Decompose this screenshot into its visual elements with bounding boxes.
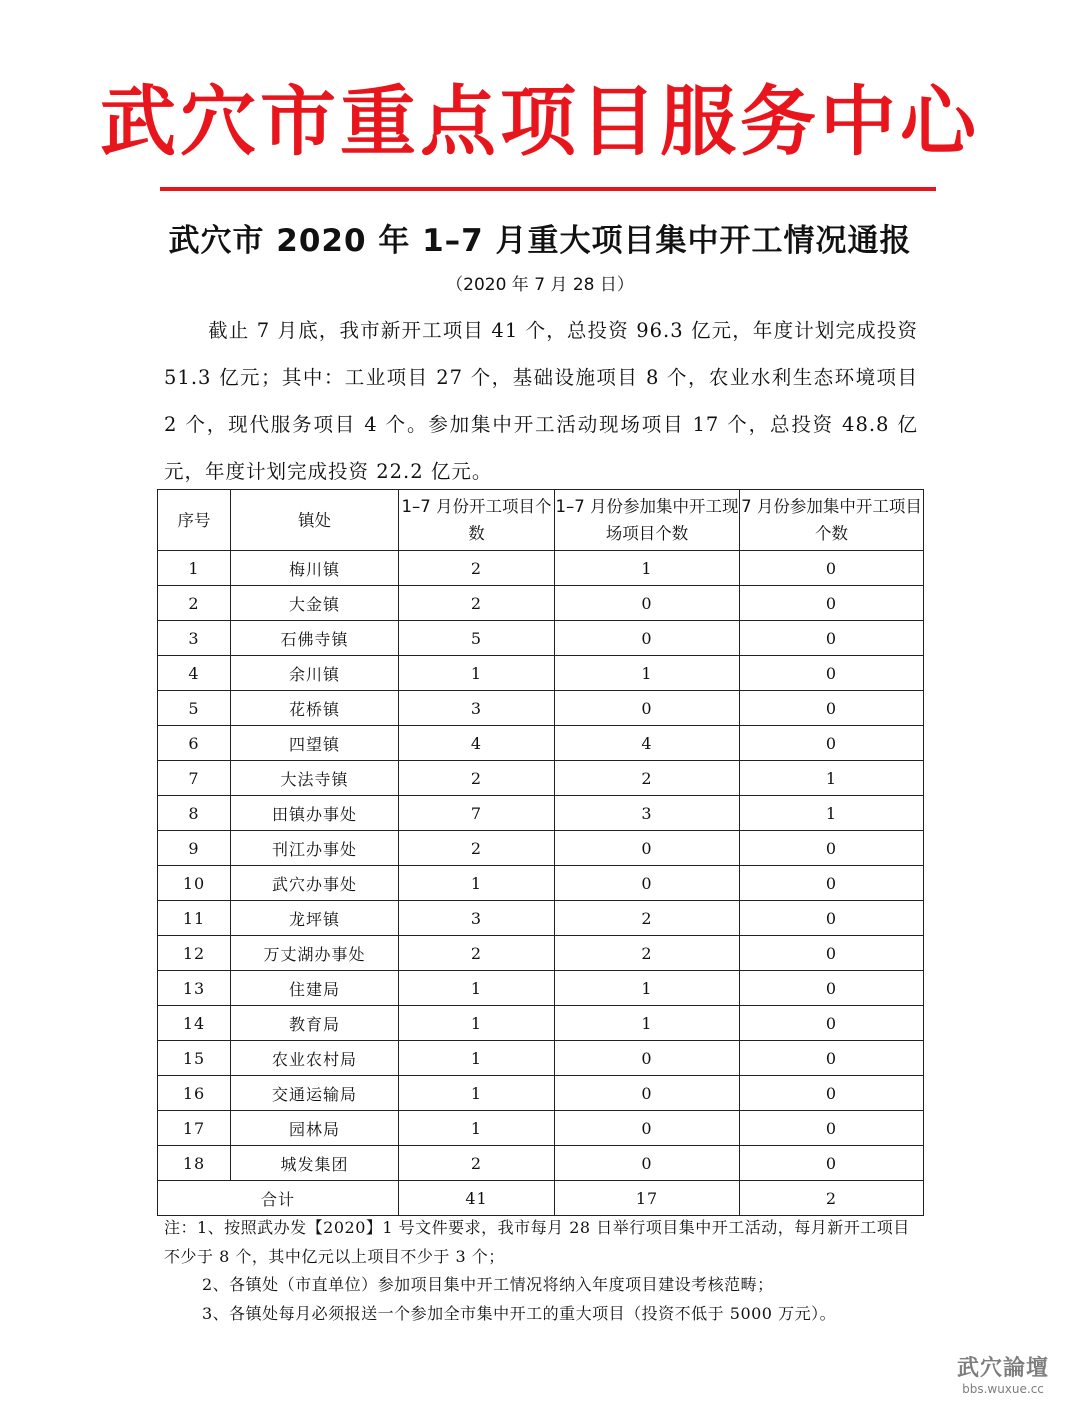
header-cell-july: 7 月份参加集中开工项目个数 [740,490,924,551]
cell-onsite: 3 [555,796,740,831]
cell-index: 7 [158,761,231,796]
cell-town: 教育局 [231,1006,399,1041]
cell-july: 0 [740,1146,924,1181]
cell-index: 15 [158,1041,231,1076]
cell-onsite: 0 [555,1111,740,1146]
table-row [158,621,924,656]
cell-town: 龙坪镇 [231,901,399,936]
table-body [158,551,924,1181]
cell-started: 2 [399,831,555,866]
cell-started: 1 [399,1006,555,1041]
cell-index: 6 [158,726,231,761]
note-item: 注：1、按照武办发【2020】1 号文件要求，我市每月 28 日举行项目集中开工活动，每月新开工项目不少于 8 个，其中亿元以上项目不少于 3 个； [164,1218,910,1266]
table-row [158,726,924,761]
cell-town: 田镇办事处 [231,796,399,831]
header-cell-town: 镇处 [231,490,399,551]
document-title: 武穴市 2020 年 1–7 月重大项目集中开工情况通报 [168,223,912,259]
cell-started: 1 [399,1111,555,1146]
cell-july: 1 [740,761,924,796]
cell-started: 1 [399,1076,555,1111]
cell-onsite: 0 [555,831,740,866]
cell-onsite: 1 [555,551,740,586]
watermark-url: bbs.wuxue.cc [962,1382,1044,1396]
intro-paragraph [164,307,918,495]
cell-index: 1 [158,551,231,586]
cell-started: 2 [399,936,555,971]
total-label-cell: 合计 [158,1181,399,1216]
cell-july: 0 [740,726,924,761]
cell-july: 0 [740,691,924,726]
table-row [158,971,924,1006]
red-divider [160,187,936,191]
cell-started: 1 [399,1041,555,1076]
total-cell-onsite: 17 [555,1181,740,1216]
cell-index: 5 [158,691,231,726]
cell-started: 5 [399,621,555,656]
cell-index: 8 [158,796,231,831]
cell-onsite: 2 [555,761,740,796]
cell-onsite: 2 [555,901,740,936]
cell-index: 17 [158,1111,231,1146]
table-row [158,1006,924,1041]
cell-onsite: 0 [555,1076,740,1111]
cell-town: 农业农村局 [231,1041,399,1076]
cell-index: 12 [158,936,231,971]
cell-index: 3 [158,621,231,656]
watermark-name: 武穴論壇 [956,1356,1049,1381]
cell-onsite: 0 [555,866,740,901]
forum-watermark [948,1356,1058,1397]
table-header-row [158,490,924,551]
cell-july: 0 [740,586,924,621]
table-row [158,761,924,796]
table-total-row [158,1181,924,1216]
cell-town: 园林局 [231,1111,399,1146]
cell-town: 石佛寺镇 [231,621,399,656]
cell-onsite: 2 [555,936,740,971]
table-row [158,1041,924,1076]
cell-town: 四望镇 [231,726,399,761]
masthead-title: 武穴市重点项目服务中心 [100,77,980,166]
cell-onsite: 0 [555,621,740,656]
table-row [158,551,924,586]
cell-index: 14 [158,1006,231,1041]
cell-july: 0 [740,831,924,866]
table-row [158,796,924,831]
cell-july: 0 [740,1076,924,1111]
cell-started: 1 [399,656,555,691]
cell-town: 大法寺镇 [231,761,399,796]
cell-july: 0 [740,866,924,901]
cell-town: 梅川镇 [231,551,399,586]
cell-started: 4 [399,726,555,761]
cell-july: 0 [740,551,924,586]
cell-town: 城发集团 [231,1146,399,1181]
cell-index: 11 [158,901,231,936]
project-stats-table [157,489,924,1216]
cell-july: 0 [740,1006,924,1041]
cell-town: 刊江办事处 [231,831,399,866]
cell-town: 余川镇 [231,656,399,691]
cell-town: 万丈湖办事处 [231,936,399,971]
cell-july: 0 [740,621,924,656]
cell-onsite: 4 [555,726,740,761]
total-cell-started: 41 [399,1181,555,1216]
table-row [158,1146,924,1181]
cell-july: 1 [740,796,924,831]
cell-started: 2 [399,1146,555,1181]
cell-started: 3 [399,901,555,936]
cell-july: 0 [740,936,924,971]
cell-july: 0 [740,656,924,691]
table-row [158,656,924,691]
cell-index: 13 [158,971,231,1006]
cell-town: 大金镇 [231,586,399,621]
table-row [158,691,924,726]
table-row [158,901,924,936]
cell-town: 交通运输局 [231,1076,399,1111]
cell-started: 1 [399,866,555,901]
cell-onsite: 1 [555,656,740,691]
cell-onsite: 1 [555,971,740,1006]
cell-onsite: 0 [555,1146,740,1181]
table-row [158,936,924,971]
intro-text: 截止 7 月底，我市新开工项目 41 个，总投资 96.3 亿元，年度计划完成投资 51.3 亿元；其中：工业项目 27 个，基础设施项目 8 个，农业水利生态环境项目 2 个，现代服务项目 4 个。参加集中开工活动现场项目 17 个，总投资 48.8 亿元，年度计划完成投资 22.2 亿元。 [164,319,918,483]
cell-index: 9 [158,831,231,866]
cell-index: 2 [158,586,231,621]
header-cell-index: 序号 [158,490,231,551]
cell-started: 2 [399,761,555,796]
cell-july: 0 [740,971,924,1006]
cell-index: 18 [158,1146,231,1181]
cell-started: 3 [399,691,555,726]
cell-index: 16 [158,1076,231,1111]
cell-july: 0 [740,901,924,936]
header-cell-started: 1–7 月份开工项目个数 [399,490,555,551]
header-cell-onsite: 1–7 月份参加集中开工现场项目个数 [555,490,740,551]
cell-started: 2 [399,551,555,586]
cell-onsite: 0 [555,691,740,726]
cell-town: 花桥镇 [231,691,399,726]
cell-july: 0 [740,1111,924,1146]
note-item: 2、各镇处（市直单位）参加项目集中开工情况将纳入年度项目建设考核范畴； [202,1275,774,1294]
notes-section [164,1214,920,1328]
cell-onsite: 0 [555,1041,740,1076]
table-row [158,1076,924,1111]
table-row [158,1111,924,1146]
cell-started: 1 [399,971,555,1006]
cell-july: 0 [740,1041,924,1076]
document-date: （2020 年 7 月 28 日） [446,275,634,295]
total-cell-july: 2 [740,1181,924,1216]
cell-started: 7 [399,796,555,831]
cell-index: 10 [158,866,231,901]
cell-town: 武穴办事处 [231,866,399,901]
cell-onsite: 1 [555,1006,740,1041]
cell-index: 4 [158,656,231,691]
table-row [158,866,924,901]
table-row [158,586,924,621]
cell-onsite: 0 [555,586,740,621]
cell-town: 住建局 [231,971,399,1006]
note-item: 3、各镇处每月必须报送一个参加全市集中开工的重大项目（投资不低于 5000 万元）。 [202,1303,837,1323]
cell-started: 2 [399,586,555,621]
table-row [158,831,924,866]
